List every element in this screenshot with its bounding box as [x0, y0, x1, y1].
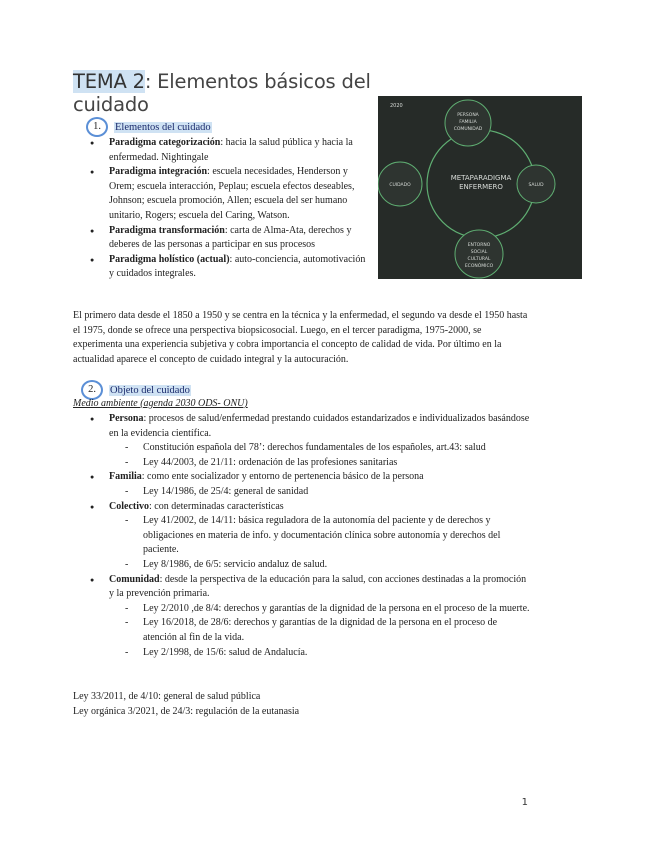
metaparadigm-diagram [378, 96, 582, 279]
sub-list-item: - Ley 2/2010 ,de 8/4: derechos y garantías de la dignidad de la persona en el proceso de la muerte. [125, 602, 530, 617]
item-term: Colectivo [109, 500, 149, 512]
list-item [90, 470, 530, 499]
item-text: : hacia la salud pública y hacia la enfermedad. Nightingale [109, 137, 353, 163]
section-1-list [90, 136, 368, 282]
section-1-label: Elementos del cuidado [115, 121, 211, 133]
section-1-heading [86, 117, 212, 137]
list-item [90, 412, 530, 470]
item-text: : desde la perspectiva de la educación para la salud, con acciones destinadas a la promoción y la prevención primaria. [109, 573, 527, 600]
sub-list-item: - Ley 41/2002, de 14/11: básica reguladora de la autonomía del paciente y de derechos y obligaciones en materia de info. y documentación clínica sobre autonomía y derechos del paciente. [125, 514, 530, 558]
item-term: Paradigma categorización [109, 137, 221, 148]
diagram-top-label: FAMILIA [459, 120, 477, 125]
diagram-corner-label: 2020 [390, 103, 403, 109]
title-highlight: TEMA 2 [73, 70, 145, 93]
diagram-bottom-label: ENTORNO [467, 243, 491, 248]
diagram-center-label: ENFERMERO [459, 183, 503, 191]
sub-list-item: - Ley 16/2018, de 28/6: derechos y garantías de la dignidad de la persona en el proceso de atención al fin de la vida. [125, 616, 530, 645]
item-text: : procesos de salud/enfermedad prestando cuidados estandarizados e individualizados basándose en la evidencia científica. [109, 413, 530, 439]
list-item [90, 165, 368, 223]
sub-list-item: - Ley 44/2003, de 21/11: ordenación de las profesiones sanitarias [125, 456, 530, 471]
item-term: Paradigma integración [109, 166, 208, 178]
sub-list [109, 485, 530, 500]
diagram-bottom-label: SOCIAL [470, 250, 488, 255]
footer-law-1: Ley 33/2011, de 4/10: general de salud pública [73, 691, 261, 702]
diagram-top-label: COMUNIDAD [453, 127, 483, 132]
section-2-number: 2. [81, 380, 103, 400]
section-1-paragraph: El primero data desde el 1850 a 1950 y se centra en la técnica y la enfermedad, el segundo va desde el 1950 hasta el 1975, donde se ofrece una perspectiva biopsicosocial. Luego, en el tercer paradigma, 1975-2000, se experimenta una experiencia subjetiva y cobra importancia el concepto de calidad de vida. Por último en la actualidad aparece el concepto de cuidado integral y la autocuración. [73, 310, 528, 365]
diagram-left-label: CUIDADO [389, 183, 411, 188]
list-item [90, 224, 368, 253]
item-text: : escuela necesidades, Henderson y Orem; escuela interacción, Peplau; escuela efectos deseables, Johnson; escuela promoción, Allen; escuela del ser humano unitario, Rogers; escuela del Caring, Watson. [109, 166, 355, 221]
item-text: : con determinadas características [149, 500, 284, 512]
list-item [90, 136, 368, 165]
item-term: Comunidad [109, 573, 160, 585]
section-2-label: Objeto del cuidado [110, 384, 190, 396]
diagram-top-label: PERSONA [457, 113, 479, 118]
diagram-bottom-label: CULTURAL [467, 257, 491, 262]
sub-list-item: - Ley 2/1998, de 15/6: salud de Andalucía. [125, 646, 530, 661]
diagram-bottom-label: ECONÓMICO [464, 264, 494, 269]
item-text: : como ente socializador y entorno de pertenencia básico de la persona [141, 471, 424, 483]
sub-list [109, 441, 530, 470]
sub-list-item: - Ley 14/1986, de 25/4: general de sanidad [125, 485, 530, 500]
sub-list-item: - Ley 8/1986, de 6/5: servicio andaluz de salud. [125, 558, 530, 573]
section-2-list [90, 412, 530, 660]
title-rest: : Elementos básicos del cuidado [73, 70, 371, 116]
item-term: Familia [109, 471, 142, 483]
list-item [90, 500, 530, 573]
page-title [73, 70, 373, 116]
sub-list [109, 514, 530, 572]
item-text: : carta de Alma-Ata, derechos y deberes de las personas a participar en sus procesos [109, 224, 352, 251]
diagram-right-label: SALUD [528, 183, 544, 188]
item-term: Paradigma holístico (actual) [109, 253, 230, 265]
sub-list [109, 602, 530, 660]
diagram-center-label: METAPARADIGMA [450, 174, 512, 182]
section-1-number: 1. [86, 117, 108, 137]
item-term: Persona [109, 413, 144, 424]
item-term: Paradigma transformación [109, 224, 225, 236]
list-item [90, 573, 530, 661]
section-2-heading [81, 380, 191, 400]
list-item [90, 253, 368, 282]
section-2-subheading: Medio ambiente (agenda 2030 ODS- ONU) [73, 398, 248, 409]
sub-list-item: - Constitución española del 78’: derechos fundamentales de los españoles, art.43: salud [125, 441, 530, 456]
page-number: 1 [521, 797, 528, 808]
item-text: : auto-conciencia, automotivación y cuidados integrales. [109, 253, 366, 280]
footer-law-2: Ley orgánica 3/2021, de 24/3: regulación de la eutanasia [73, 706, 300, 717]
